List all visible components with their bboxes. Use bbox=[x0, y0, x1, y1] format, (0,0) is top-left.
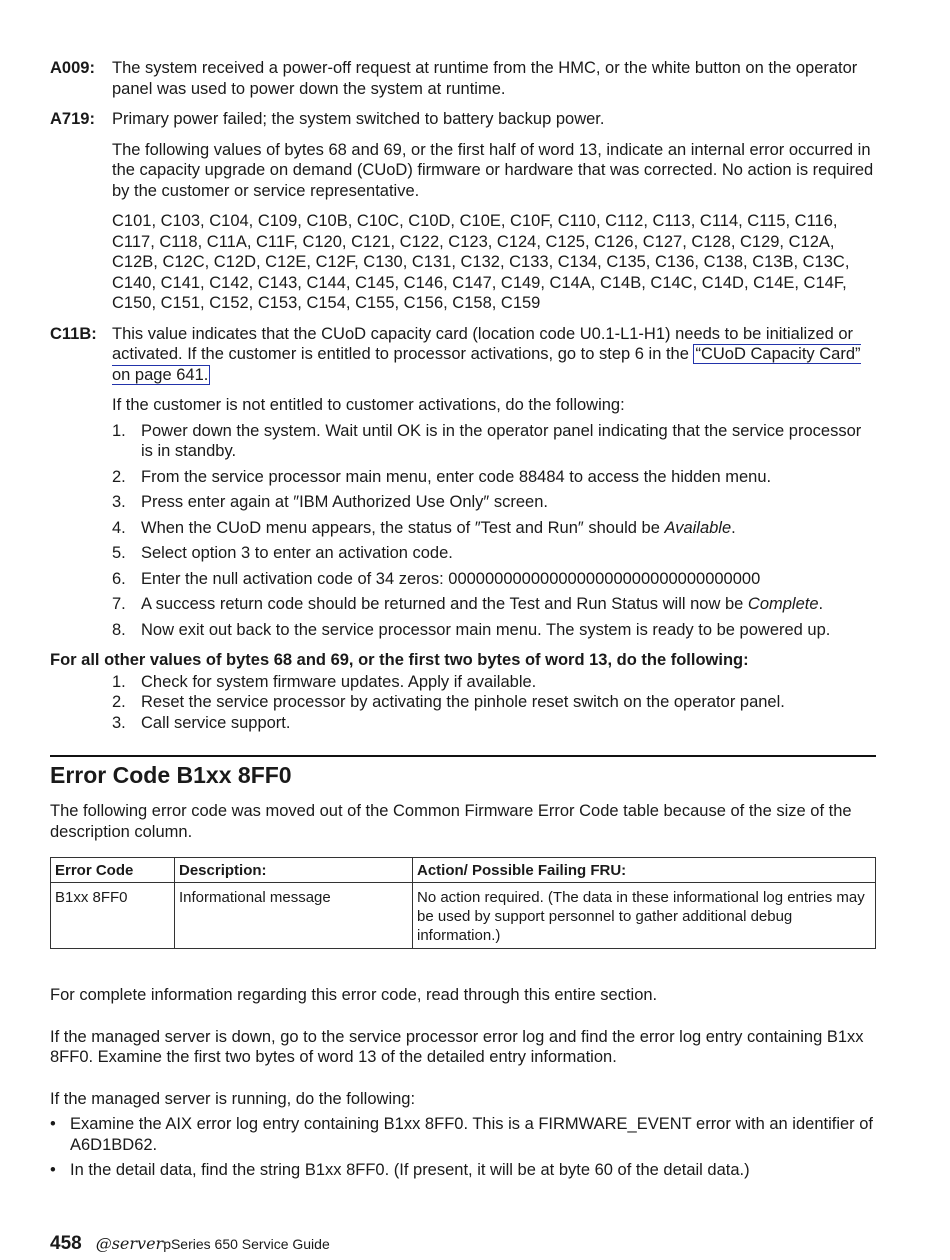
list-item: 5. Select option 3 to enter an activation code. bbox=[112, 544, 453, 562]
body-paragraph: For complete information regarding this error code, read through this entire section. bbox=[50, 986, 658, 1004]
activation-steps bbox=[112, 421, 876, 641]
list-item: 8. Now exit out back to the service processor main menu. The system is ready to be powered up. bbox=[112, 620, 831, 639]
entry-a719 bbox=[50, 109, 876, 314]
entry-text: The system received a power-off request at runtime from the HMC, or the white button on the operator panel was used to power down the system at runtime. bbox=[112, 59, 858, 98]
code-label: A009: bbox=[50, 59, 95, 77]
entry-text bbox=[112, 324, 876, 386]
entry-text: The following values of bytes 68 and 69, or the first half of word 13, indicate an internal error occurred in the capacity upgrade on demand (CUoD) firmware or hardware that was corrected. No action is required by the customer or service representative. bbox=[112, 140, 874, 200]
table-cell: No action required. (The data in these informational log entries may be used by support personnel to gather additional debug information.) bbox=[413, 883, 876, 949]
table-cell: Informational message bbox=[175, 883, 413, 949]
code-label: A719: bbox=[50, 110, 95, 128]
bullet-icon: • bbox=[50, 1161, 56, 1179]
column-header: Error Code bbox=[51, 858, 175, 883]
section-intro: The following error code was moved out of the Common Firmware Error Code table because of the size of the description column. bbox=[50, 802, 852, 841]
entry-a009 bbox=[50, 58, 876, 99]
list-item: • Examine the AIX error log entry containing B1xx 8FF0. This is a FIRMWARE_EVENT error with an identifier of A6D1BD62. bbox=[50, 1115, 874, 1154]
section-title: Error Code B1xx 8FF0 bbox=[50, 762, 292, 788]
entry-c11b bbox=[50, 324, 876, 641]
list-item: 2. Reset the service processor by activating the pinhole reset switch on the operator panel. bbox=[112, 693, 785, 711]
guide-title: pSeries 650 Service Guide bbox=[163, 1236, 330, 1252]
page-footer bbox=[50, 1234, 330, 1255]
table-cell: B1xx 8FF0 bbox=[51, 883, 175, 949]
list-item: 2. From the service processor main menu, enter code 88484 to access the hidden menu. bbox=[112, 467, 772, 486]
list-item: 1. Power down the system. Wait until OK is in the operator panel indicating that the service processor is in standby. bbox=[112, 421, 862, 460]
error-code-table bbox=[50, 857, 876, 949]
bullet-list bbox=[50, 1114, 876, 1181]
cuod-code-list: C101, C103, C104, C109, C10B, C10C, C10D, C10E, C10F, C110, C112, C113, C114, C115, C116, C117, C118, C11A, C11F, C120, C121, C122, C123, C124, C125, C126, C127, C128, C129, C12A, C12B, C12C, C12D, C12E, C12F, C130, C131, C132, C133, C134, C135, C136, C138, C13B, C13C, C140, C141, C142, C143, C144, C145, C146, C147, C149, C14A, C14B, C14C, C14D, C14E, C14F, C150, C151, C152, C153, C154, C155, C156, C158, C159 bbox=[112, 212, 850, 312]
table-row bbox=[51, 883, 876, 949]
bullet-icon: • bbox=[50, 1115, 56, 1133]
column-header: Description: bbox=[175, 858, 413, 883]
other-values-steps bbox=[50, 672, 876, 734]
list-item: 1. Check for system firmware updates. Apply if available. bbox=[112, 672, 537, 691]
cuod-capacity-card-link[interactable]: “CUoD Capacity Card” on page 641. bbox=[112, 345, 861, 384]
section-divider bbox=[50, 755, 876, 757]
other-values-heading: For all other values of bytes 68 and 69, or the first two bytes of word 13, do the following: bbox=[50, 651, 749, 669]
list-item: 6. Enter the null activation code of 34 zeros: 0000000000000000000000000000000000 bbox=[112, 569, 761, 588]
body-paragraph: If the managed server is running, do the following: bbox=[50, 1089, 416, 1108]
column-header: Action/ Possible Failing FRU: bbox=[413, 858, 876, 883]
body-paragraph: If the managed server is down, go to the service processor error log and find the error log entry containing B1xx 8FF0. Examine the first two bytes of word 13 of the detailed entry information. bbox=[50, 1027, 864, 1066]
eserver-logo: @server bbox=[95, 1234, 164, 1253]
list-item: 3. Press enter again at ″IBM Authorized Use Only″ screen. bbox=[112, 493, 548, 511]
list-item: • In the detail data, find the string B1xx 8FF0. (If present, it will be at byte 60 of the detail data.) bbox=[50, 1161, 750, 1179]
entry-text: Primary power failed; the system switched to battery backup power. bbox=[112, 110, 605, 128]
steps-intro: If the customer is not entitled to customer activations, do the following: bbox=[112, 396, 625, 414]
page-number: 458 bbox=[50, 1233, 82, 1254]
list-item: 4. When the CUoD menu appears, the status of ″Test and Run″ should be Available. bbox=[112, 518, 736, 537]
entry-text-body: This value indicates that the CUoD capacity card (location code U0.1-L1-H1) needs to be initialized or activated. If the customer is entitled to processor activations, go to step 6 in the bbox=[112, 324, 854, 363]
list-item: 7. A success return code should be returned and the Test and Run Status will now be Complete. bbox=[112, 595, 824, 613]
list-item: 3. Call service support. bbox=[112, 713, 291, 732]
document-page bbox=[50, 58, 876, 1186]
code-label: C11B: bbox=[50, 324, 97, 343]
table-header-row bbox=[51, 858, 876, 883]
